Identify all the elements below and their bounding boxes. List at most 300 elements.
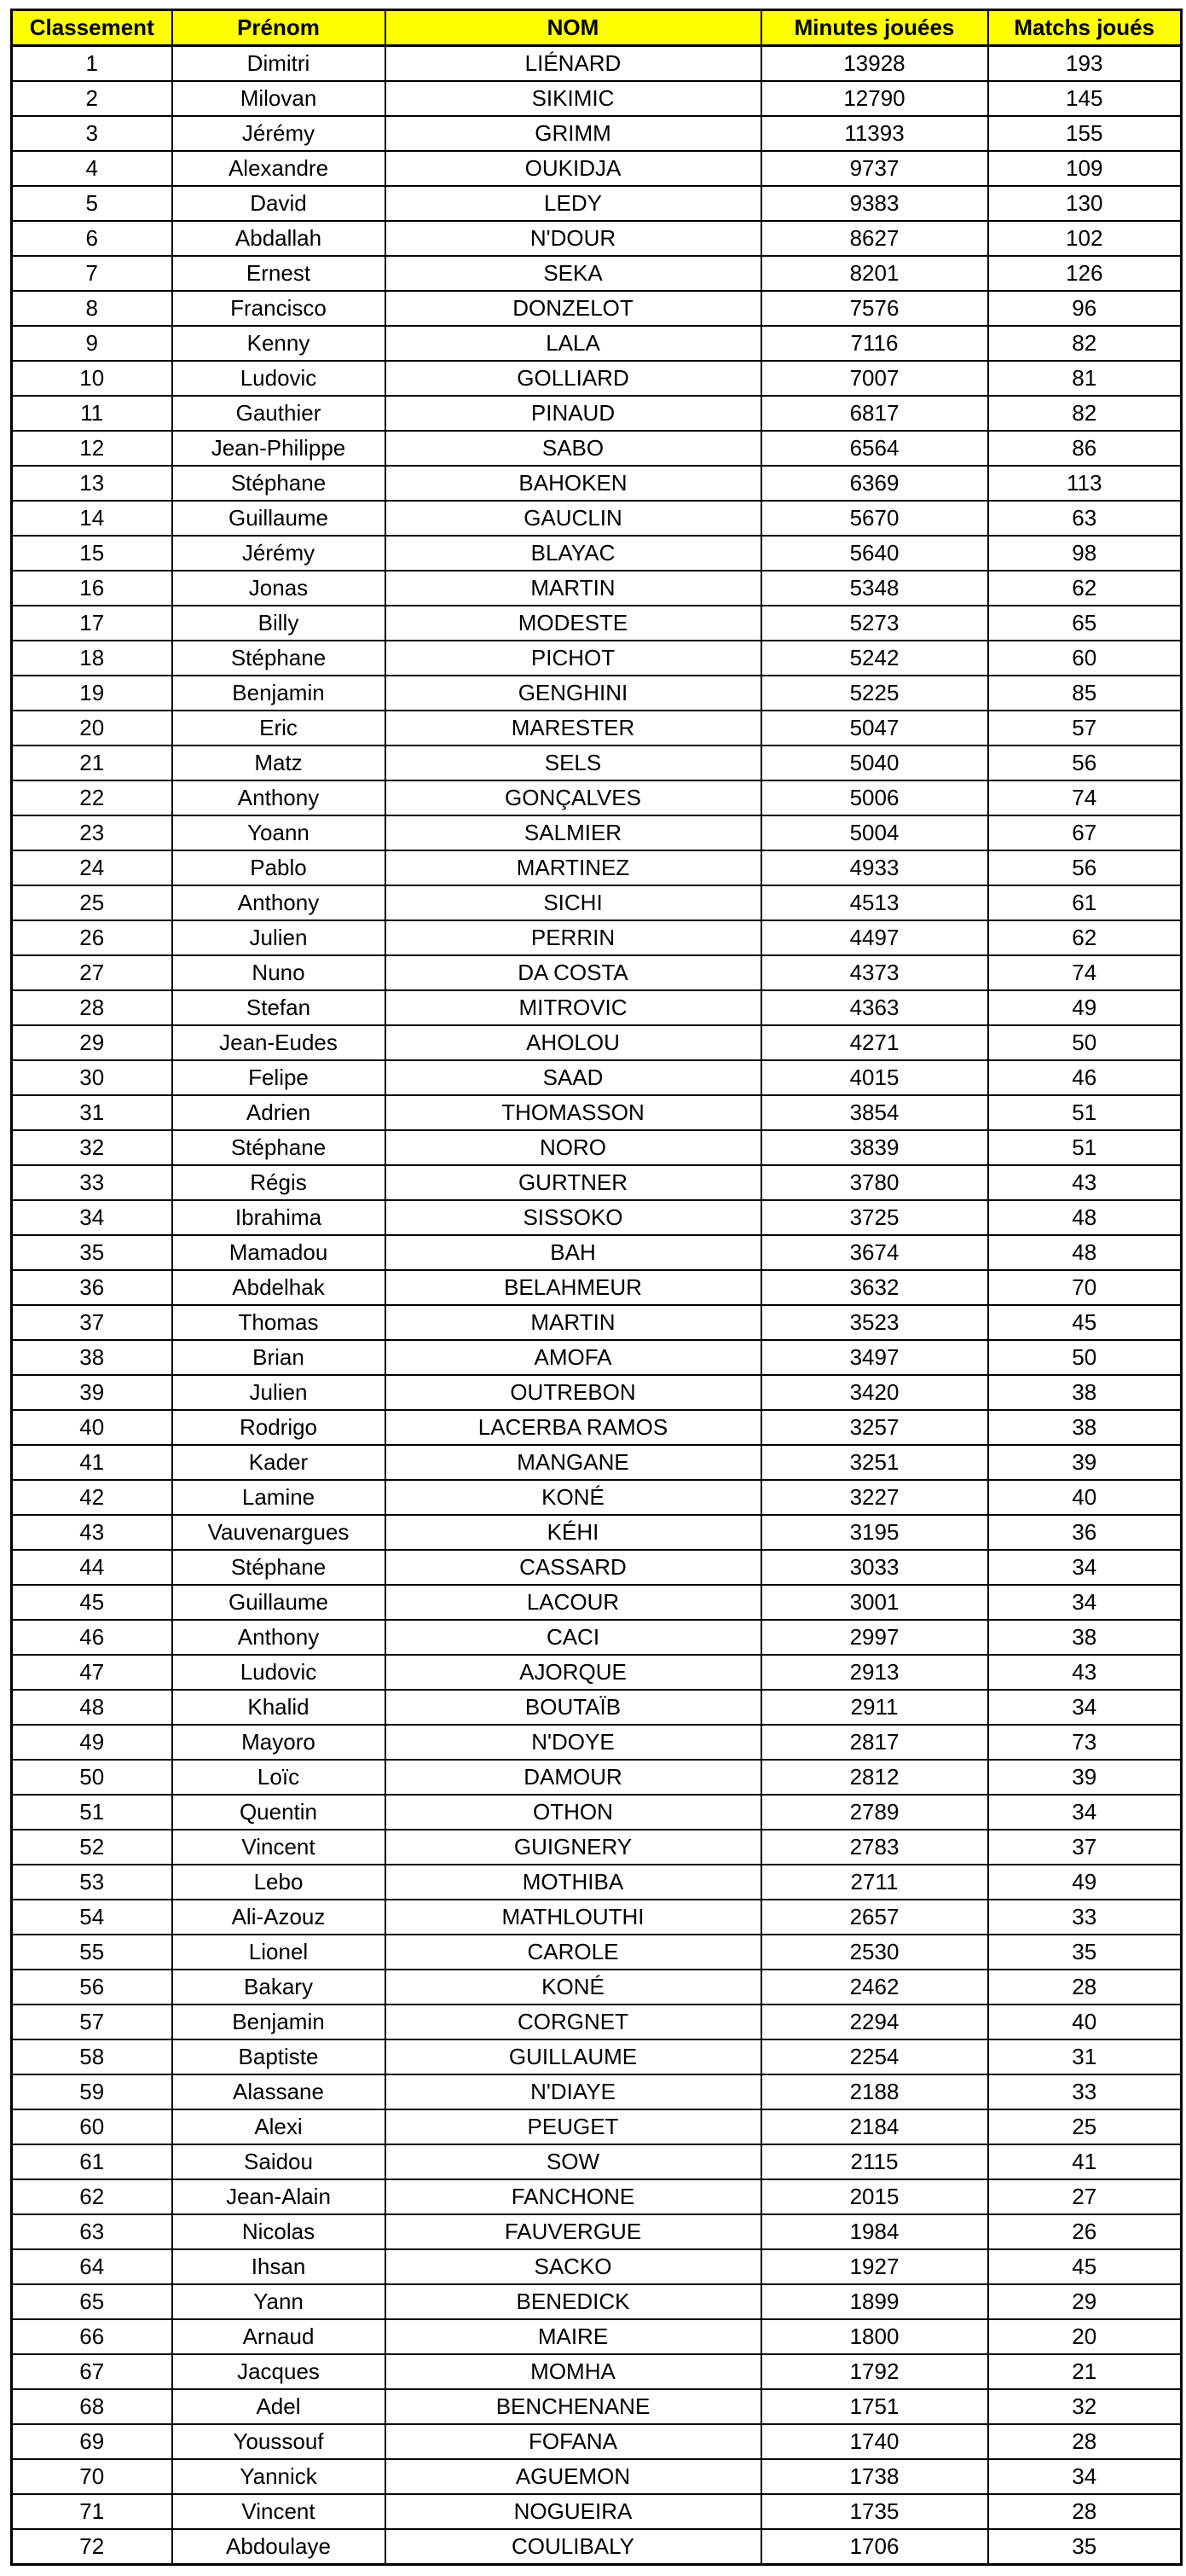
minutes-cell: 2812 [761,1760,988,1795]
firstname-cell: Stefan [172,990,385,1025]
minutes-cell: 11393 [761,116,988,151]
lastname-cell: AHOLOU [385,1025,761,1060]
firstname-cell: Alexi [172,2109,385,2144]
matches-cell: 34 [988,1795,1182,1830]
matches-cell: 70 [988,1270,1182,1305]
firstname-cell: Lebo [172,1865,385,1900]
rank-cell: 5 [12,186,172,221]
matches-cell: 34 [988,2459,1182,2494]
firstname-cell: Nuno [172,955,385,990]
matches-cell: 43 [988,1165,1182,1200]
matches-cell: 43 [988,1655,1182,1690]
firstname-cell: Jonas [172,571,385,606]
table-row [12,2389,1182,2424]
minutes-cell: 3251 [761,1445,988,1480]
minutes-cell: 2294 [761,2005,988,2039]
lastname-cell: SACKO [385,2249,761,2284]
lastname-cell: DONZELOT [385,291,761,326]
table-row [12,1970,1182,2005]
rank-cell: 37 [12,1305,172,1340]
firstname-cell: Abdallah [172,221,385,256]
minutes-cell: 4271 [761,1025,988,1060]
rank-cell: 66 [12,2319,172,2354]
minutes-cell: 3001 [761,1585,988,1620]
lastname-cell: GENGHINI [385,676,761,711]
matches-cell: 62 [988,571,1182,606]
firstname-cell: Julien [172,920,385,955]
matches-cell: 113 [988,466,1182,501]
rank-cell: 19 [12,676,172,711]
firstname-cell: Abdelhak [172,1270,385,1305]
table-row [12,1795,1182,1830]
table-row [12,1340,1182,1375]
matches-cell: 82 [988,396,1182,431]
firstname-cell: Jacques [172,2354,385,2389]
matches-cell: 74 [988,780,1182,815]
minutes-cell: 1792 [761,2354,988,2389]
minutes-cell: 5047 [761,711,988,746]
header-classement: Classement [12,10,172,46]
firstname-cell: Ludovic [172,1655,385,1690]
lastname-cell: SEKA [385,256,761,291]
table-row [12,780,1182,815]
lastname-cell: DAMOUR [385,1760,761,1795]
rank-cell: 46 [12,1620,172,1655]
minutes-cell: 5273 [761,606,988,641]
rank-cell: 23 [12,815,172,850]
lastname-cell: MARTIN [385,1305,761,1340]
minutes-cell: 5040 [761,746,988,780]
firstname-cell: Adrien [172,1095,385,1130]
firstname-cell: Lamine [172,1480,385,1515]
matches-cell: 38 [988,1410,1182,1445]
header-row [12,10,1182,46]
matches-cell: 35 [988,1935,1182,1970]
firstname-cell: Jérémy [172,116,385,151]
table-row [12,571,1182,606]
table-row [12,501,1182,536]
minutes-cell: 5348 [761,571,988,606]
table-row [12,1830,1182,1865]
lastname-cell: BOUTAÏB [385,1690,761,1725]
minutes-cell: 9737 [761,151,988,186]
table-row [12,1130,1182,1165]
matches-cell: 65 [988,606,1182,641]
rank-cell: 24 [12,850,172,885]
firstname-cell: Abdoulaye [172,2529,385,2565]
matches-cell: 126 [988,256,1182,291]
lastname-cell: SICHI [385,885,761,920]
matches-cell: 62 [988,920,1182,955]
matches-cell: 20 [988,2319,1182,2354]
lastname-cell: NORO [385,1130,761,1165]
table-row [12,1200,1182,1235]
header-nom: NOM [385,10,761,46]
rank-cell: 8 [12,291,172,326]
lastname-cell: LIÉNARD [385,46,761,82]
firstname-cell: Stéphane [172,1550,385,1585]
rank-cell: 63 [12,2214,172,2249]
rank-cell: 10 [12,361,172,396]
minutes-cell: 7007 [761,361,988,396]
matches-cell: 86 [988,431,1182,466]
minutes-cell: 5670 [761,501,988,536]
lastname-cell: BENEDICK [385,2284,761,2319]
minutes-cell: 1740 [761,2424,988,2459]
matches-cell: 45 [988,1305,1182,1340]
lastname-cell: MOMHA [385,2354,761,2389]
matches-cell: 28 [988,2424,1182,2459]
table-row [12,1235,1182,1270]
lastname-cell: THOMASSON [385,1095,761,1130]
matches-cell: 48 [988,1200,1182,1235]
firstname-cell: Anthony [172,780,385,815]
matches-cell: 51 [988,1095,1182,1130]
lastname-cell: CORGNET [385,2005,761,2039]
minutes-cell: 3195 [761,1515,988,1550]
minutes-cell: 3420 [761,1375,988,1410]
minutes-cell: 2789 [761,1795,988,1830]
firstname-cell: Vincent [172,2494,385,2529]
table-row [12,746,1182,780]
firstname-cell: Lionel [172,1935,385,1970]
lastname-cell: N'DOYE [385,1725,761,1760]
firstname-cell: Brian [172,1340,385,1375]
minutes-cell: 5006 [761,780,988,815]
lastname-cell: GUILLAUME [385,2039,761,2074]
minutes-cell: 1899 [761,2284,988,2319]
table-row [12,1515,1182,1550]
minutes-cell: 2015 [761,2179,988,2214]
matches-cell: 155 [988,116,1182,151]
matches-cell: 31 [988,2039,1182,2074]
firstname-cell: Kenny [172,326,385,361]
minutes-cell: 2530 [761,1935,988,1970]
rank-cell: 51 [12,1795,172,1830]
rank-cell: 41 [12,1445,172,1480]
rank-cell: 47 [12,1655,172,1690]
lastname-cell: MARESTER [385,711,761,746]
lastname-cell: OUTREBON [385,1375,761,1410]
lastname-cell: DA COSTA [385,955,761,990]
lastname-cell: MITROVIC [385,990,761,1025]
firstname-cell: Felipe [172,1060,385,1095]
rank-cell: 39 [12,1375,172,1410]
rank-cell: 70 [12,2459,172,2494]
firstname-cell: Ihsan [172,2249,385,2284]
lastname-cell: AGUEMON [385,2459,761,2494]
minutes-cell: 1800 [761,2319,988,2354]
firstname-cell: Régis [172,1165,385,1200]
minutes-cell: 3780 [761,1165,988,1200]
matches-cell: 57 [988,711,1182,746]
firstname-cell: Anthony [172,885,385,920]
rank-cell: 55 [12,1935,172,1970]
rank-cell: 62 [12,2179,172,2214]
table-row [12,2424,1182,2459]
lastname-cell: BELAHMEUR [385,1270,761,1305]
table-row [12,1550,1182,1585]
table-row [12,1690,1182,1725]
lastname-cell: CAROLE [385,1935,761,1970]
lastname-cell: OUKIDJA [385,151,761,186]
header-prenom: Prénom [172,10,385,46]
table-row [12,2005,1182,2039]
minutes-cell: 3227 [761,1480,988,1515]
lastname-cell: N'DOUR [385,221,761,256]
rank-cell: 67 [12,2354,172,2389]
matches-cell: 73 [988,1725,1182,1760]
table-row [12,1165,1182,1200]
lastname-cell: FOFANA [385,2424,761,2459]
firstname-cell: David [172,186,385,221]
firstname-cell: Guillaume [172,1585,385,1620]
rank-cell: 3 [12,116,172,151]
minutes-cell: 3854 [761,1095,988,1130]
lastname-cell: SELS [385,746,761,780]
firstname-cell: Anthony [172,1620,385,1655]
lastname-cell: MARTIN [385,571,761,606]
table-row [12,2319,1182,2354]
firstname-cell: Benjamin [172,2005,385,2039]
matches-cell: 38 [988,1375,1182,1410]
firstname-cell: Bakary [172,1970,385,2005]
table-row [12,920,1182,955]
firstname-cell: Pablo [172,850,385,885]
rank-cell: 43 [12,1515,172,1550]
firstname-cell: Julien [172,1375,385,1410]
rank-cell: 69 [12,2424,172,2459]
minutes-cell: 1706 [761,2529,988,2565]
table-row [12,221,1182,256]
matches-cell: 74 [988,955,1182,990]
matches-cell: 82 [988,326,1182,361]
firstname-cell: Jean-Philippe [172,431,385,466]
minutes-cell: 6369 [761,466,988,501]
matches-cell: 193 [988,46,1182,82]
rank-cell: 34 [12,1200,172,1235]
firstname-cell: Stéphane [172,466,385,501]
matches-cell: 39 [988,1760,1182,1795]
rank-cell: 40 [12,1410,172,1445]
firstname-cell: Mayoro [172,1725,385,1760]
firstname-cell: Ibrahima [172,1200,385,1235]
lastname-cell: GOLLIARD [385,361,761,396]
firstname-cell: Mamadou [172,1235,385,1270]
matches-cell: 34 [988,1550,1182,1585]
firstname-cell: Yann [172,2284,385,2319]
lastname-cell: MARTINEZ [385,850,761,885]
lastname-cell: MATHLOUTHI [385,1900,761,1935]
minutes-cell: 5640 [761,536,988,571]
rank-cell: 4 [12,151,172,186]
matches-cell: 21 [988,2354,1182,2389]
firstname-cell: Billy [172,606,385,641]
lastname-cell: LALA [385,326,761,361]
table-row [12,641,1182,676]
lastname-cell: PINAUD [385,396,761,431]
rank-cell: 11 [12,396,172,431]
firstname-cell: Francisco [172,291,385,326]
matches-cell: 49 [988,990,1182,1025]
firstname-cell: Ali-Azouz [172,1900,385,1935]
firstname-cell: Adel [172,2389,385,2424]
firstname-cell: Saidou [172,2144,385,2179]
lastname-cell: GAUCLIN [385,501,761,536]
matches-cell: 56 [988,850,1182,885]
minutes-cell: 3497 [761,1340,988,1375]
matches-cell: 28 [988,2494,1182,2529]
table-body [12,46,1182,2565]
minutes-cell: 1751 [761,2389,988,2424]
minutes-cell: 4933 [761,850,988,885]
lastname-cell: AJORQUE [385,1655,761,1690]
rank-cell: 42 [12,1480,172,1515]
minutes-cell: 4513 [761,885,988,920]
minutes-cell: 3523 [761,1305,988,1340]
table-row [12,1305,1182,1340]
matches-cell: 25 [988,2109,1182,2144]
rank-cell: 44 [12,1550,172,1585]
firstname-cell: Gauthier [172,396,385,431]
rank-cell: 29 [12,1025,172,1060]
lastname-cell: LEDY [385,186,761,221]
lastname-cell: SAAD [385,1060,761,1095]
matches-cell: 26 [988,2214,1182,2249]
firstname-cell: Kader [172,1445,385,1480]
minutes-cell: 4373 [761,955,988,990]
matches-cell: 40 [988,1480,1182,1515]
lastname-cell: BLAYAC [385,536,761,571]
table-row [12,326,1182,361]
rank-cell: 26 [12,920,172,955]
minutes-cell: 1735 [761,2494,988,2529]
rank-cell: 56 [12,1970,172,2005]
matches-cell: 96 [988,291,1182,326]
rank-cell: 22 [12,780,172,815]
matches-cell: 39 [988,1445,1182,1480]
firstname-cell: Alexandre [172,151,385,186]
lastname-cell: PEUGET [385,2109,761,2144]
matches-cell: 61 [988,885,1182,920]
firstname-cell: Khalid [172,1690,385,1725]
table-row [12,1655,1182,1690]
table-row [12,2494,1182,2529]
minutes-cell: 2657 [761,1900,988,1935]
matches-cell: 34 [988,1690,1182,1725]
minutes-cell: 2254 [761,2039,988,2074]
minutes-cell: 3033 [761,1550,988,1585]
matches-cell: 29 [988,2284,1182,2319]
minutes-cell: 2997 [761,1620,988,1655]
table-row [12,1025,1182,1060]
minutes-cell: 7116 [761,326,988,361]
firstname-cell: Jean-Eudes [172,1025,385,1060]
lastname-cell: LACOUR [385,1585,761,1620]
lastname-cell: BAHOKEN [385,466,761,501]
lastname-cell: SALMIER [385,815,761,850]
rank-cell: 9 [12,326,172,361]
table-row [12,1760,1182,1795]
matches-cell: 51 [988,1130,1182,1165]
firstname-cell: Milovan [172,81,385,116]
firstname-cell: Jean-Alain [172,2179,385,2214]
firstname-cell: Nicolas [172,2214,385,2249]
table-row [12,1095,1182,1130]
table-row [12,815,1182,850]
table-row [12,2459,1182,2494]
minutes-cell: 3674 [761,1235,988,1270]
matches-cell: 36 [988,1515,1182,1550]
table-row [12,1585,1182,1620]
lastname-cell: GUIGNERY [385,1830,761,1865]
minutes-cell: 9383 [761,186,988,221]
firstname-cell: Youssouf [172,2424,385,2459]
lastname-cell: AMOFA [385,1340,761,1375]
minutes-cell: 2188 [761,2074,988,2109]
rank-cell: 13 [12,466,172,501]
minutes-cell: 1984 [761,2214,988,2249]
table-row [12,1445,1182,1480]
matches-cell: 34 [988,1585,1182,1620]
table-row [12,1725,1182,1760]
table-row [12,151,1182,186]
table-row [12,990,1182,1025]
rank-cell: 59 [12,2074,172,2109]
rank-cell: 53 [12,1865,172,1900]
rank-cell: 20 [12,711,172,746]
minutes-cell: 12790 [761,81,988,116]
lastname-cell: FAUVERGUE [385,2214,761,2249]
lastname-cell: LACERBA RAMOS [385,1410,761,1445]
lastname-cell: KÉHI [385,1515,761,1550]
minutes-cell: 4363 [761,990,988,1025]
matches-cell: 49 [988,1865,1182,1900]
table-row [12,2144,1182,2179]
table-row [12,711,1182,746]
minutes-cell: 1927 [761,2249,988,2284]
firstname-cell: Matz [172,746,385,780]
rank-cell: 48 [12,1690,172,1725]
table-row [12,1410,1182,1445]
table-row [12,1935,1182,1970]
firstname-cell: Ludovic [172,361,385,396]
rank-cell: 72 [12,2529,172,2565]
minutes-cell: 5225 [761,676,988,711]
lastname-cell: GURTNER [385,1165,761,1200]
table-row [12,2074,1182,2109]
matches-cell: 40 [988,2005,1182,2039]
lastname-cell: KONÉ [385,1480,761,1515]
table-row [12,1865,1182,1900]
minutes-cell: 2711 [761,1865,988,1900]
lastname-cell: MAIRE [385,2319,761,2354]
rank-cell: 2 [12,81,172,116]
table-row [12,955,1182,990]
table-row [12,2214,1182,2249]
lastname-cell: COULIBALY [385,2529,761,2565]
lastname-cell: MODESTE [385,606,761,641]
table-row [12,466,1182,501]
rank-cell: 71 [12,2494,172,2529]
table-row [12,46,1182,82]
rank-cell: 52 [12,1830,172,1865]
table-row [12,2179,1182,2214]
lastname-cell: GONÇALVES [385,780,761,815]
minutes-cell: 6817 [761,396,988,431]
matches-cell: 48 [988,1235,1182,1270]
header-minutes-jouees: Minutes jouées [761,10,988,46]
